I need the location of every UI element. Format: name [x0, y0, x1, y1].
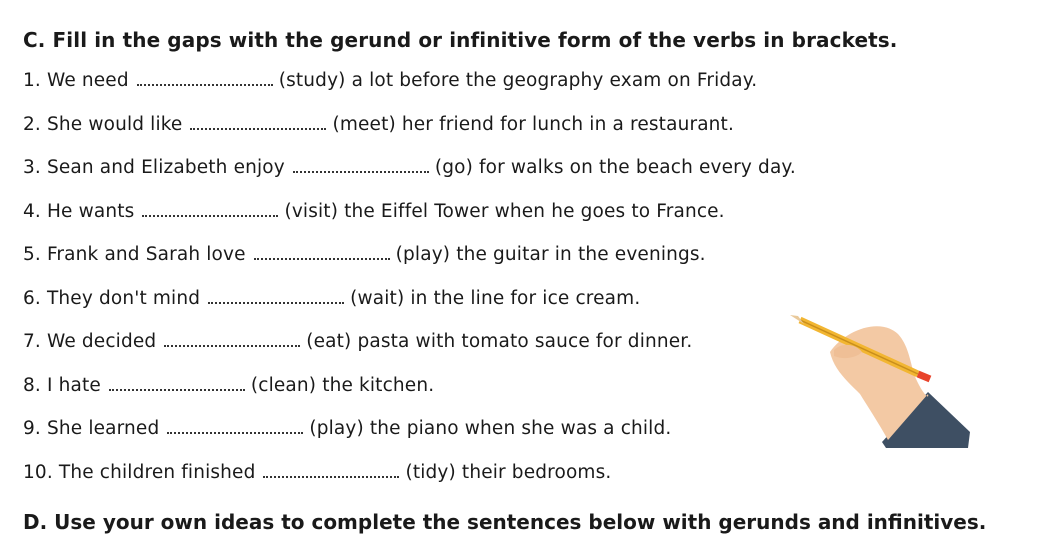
item-text-before: We decided: [46, 331, 157, 352]
item-text-after: (eat) pasta with tomato sauce for dinner.: [306, 331, 693, 352]
item-number: 4.: [23, 200, 41, 222]
answer-gap[interactable]: [190, 114, 326, 130]
answer-gap[interactable]: [137, 70, 273, 86]
item-number: 10.: [23, 461, 53, 483]
item-number: 1.: [23, 70, 41, 91]
answer-gap[interactable]: [208, 288, 344, 304]
item-number: 5.: [23, 244, 41, 265]
item-text-before: Sean and Elizabeth enjoy: [46, 157, 285, 178]
item-text-before: I hate: [46, 374, 101, 396]
item-text-before: She would like: [46, 113, 183, 135]
item-number: 9.: [23, 418, 41, 439]
item-number: 2.: [23, 113, 41, 135]
item-number: 8.: [23, 374, 41, 396]
exercise-item: [23, 462, 796, 506]
item-text-after: (wait) in the line for ice cream.: [350, 287, 641, 309]
exercise-item: [23, 114, 796, 158]
item-text-after: (study) a lot before the geography exam on Friday.: [278, 70, 758, 91]
answer-gap[interactable]: [167, 418, 303, 434]
item-text-before: We need: [46, 70, 129, 91]
item-text-after: (visit) the Eiffel Tower when he goes to France.: [284, 200, 725, 222]
item-text-after: (tidy) their bedrooms.: [405, 461, 612, 483]
previous-section-fragment: [0, 0, 1038, 2]
item-text-before: He wants: [46, 200, 135, 222]
answer-gap[interactable]: [254, 244, 390, 260]
item-text-after: (meet) her friend for lunch in a restaurant.: [332, 113, 734, 135]
answer-gap[interactable]: [263, 462, 399, 478]
hand-writing-with-pencil-icon: [790, 312, 980, 452]
exercise-item: [23, 375, 796, 419]
item-text-before: The children finished: [58, 461, 256, 483]
item-text-before: Frank and Sarah love: [46, 244, 246, 265]
item-text-after: (play) the guitar in the evenings.: [395, 244, 706, 265]
item-text-after: (play) the piano when she was a child.: [309, 418, 672, 439]
item-number: 7.: [23, 331, 41, 352]
item-number: 6.: [23, 287, 41, 309]
exercise-list: [23, 70, 796, 505]
exercise-item: [23, 157, 796, 201]
answer-gap[interactable]: [164, 331, 300, 347]
exercise-item: [23, 70, 796, 114]
item-text-before: They don't mind: [46, 287, 201, 309]
exercise-item: [23, 418, 796, 462]
answer-gap[interactable]: [109, 375, 245, 391]
answer-gap[interactable]: [293, 157, 429, 173]
exercise-item: [23, 288, 796, 332]
item-number: 3.: [23, 157, 41, 178]
exercise-item: [23, 331, 796, 375]
exercise-item: [23, 244, 796, 288]
item-text-after: (clean) the kitchen.: [250, 374, 435, 396]
section-c-heading: C. Fill in the gaps with the gerund or infinitive form of the verbs in brackets.: [23, 28, 898, 52]
exercise-item: [23, 201, 796, 245]
answer-gap[interactable]: [142, 201, 278, 217]
item-text-before: She learned: [46, 418, 160, 439]
section-d-heading: D. Use your own ideas to complete the sentences below with gerunds and infinitives.: [23, 510, 987, 534]
item-text-after: (go) for walks on the beach every day.: [434, 157, 796, 178]
